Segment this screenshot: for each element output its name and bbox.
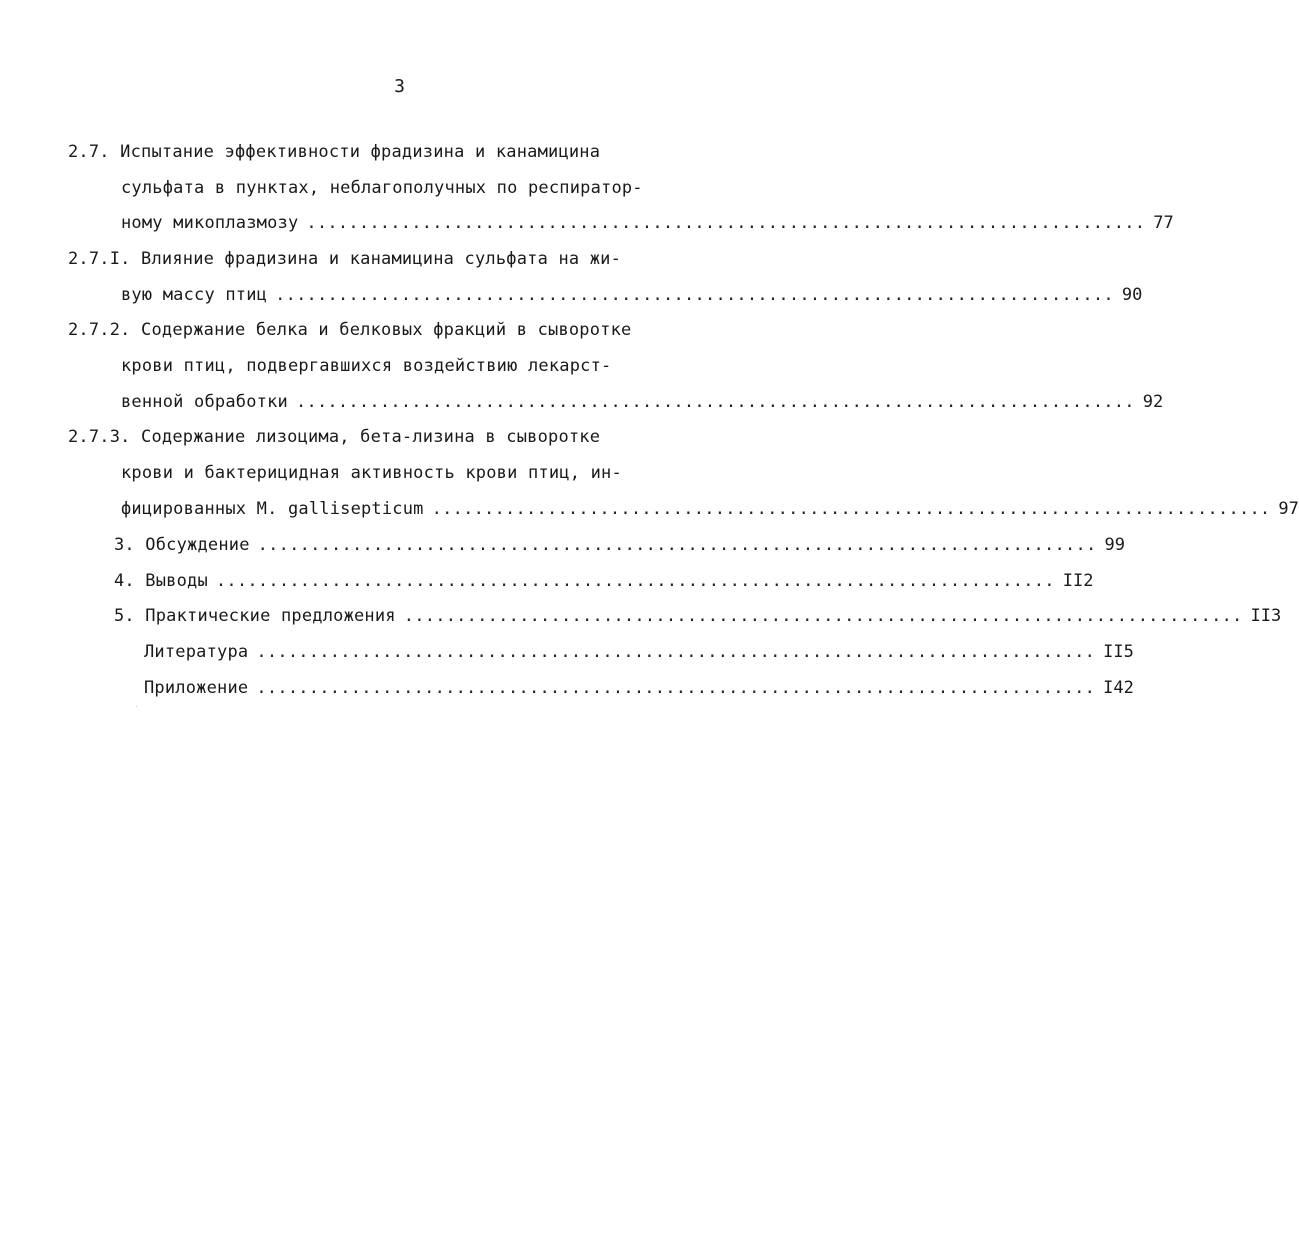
toc-text: 2.7.3. Содержание лизоцима, бета-лизина в сыворотке bbox=[68, 427, 601, 447]
toc-text: ному микоплазмозу bbox=[121, 213, 299, 233]
scan-speck bbox=[136, 706, 137, 707]
toc-entry-2-7-2-line-3 bbox=[121, 390, 1164, 414]
toc-entry-2-7-3-line-1 bbox=[68, 425, 600, 449]
toc-page-ref: II5 bbox=[1103, 642, 1134, 662]
toc-text: вую массу птиц bbox=[121, 285, 268, 305]
toc-entry-2-7-2-line-1 bbox=[68, 318, 631, 342]
toc-entry-2-7-line-3 bbox=[121, 211, 1174, 235]
toc-page-ref: 92 bbox=[1142, 392, 1164, 412]
toc-page-ref: I42 bbox=[1103, 678, 1134, 698]
toc-entry-4 bbox=[114, 569, 1094, 593]
toc-entry-2-7-1-line-1 bbox=[68, 247, 621, 271]
toc-entry-3 bbox=[114, 533, 1125, 557]
dot-leader: ................................................................................ bbox=[256, 642, 1096, 662]
dot-leader: ................................................................................ bbox=[215, 571, 1055, 591]
toc-entry-2-7-3-line-3 bbox=[121, 497, 1299, 521]
dot-leader: ................................................................................ bbox=[306, 213, 1146, 233]
dot-leader: ................................................................................ bbox=[256, 678, 1096, 698]
dot-leader: ................................................................................ bbox=[257, 535, 1097, 555]
toc-text: 2.7. Испытание эффективности фрадизина и канамицина bbox=[68, 142, 601, 162]
dot-leader: ................................................................................ bbox=[403, 606, 1243, 626]
page-number: 3 bbox=[394, 76, 405, 97]
toc-page-ref: 77 bbox=[1153, 213, 1174, 233]
toc-entry-literature bbox=[144, 640, 1134, 664]
toc-page-ref: II3 bbox=[1250, 606, 1282, 626]
toc-page-ref: 90 bbox=[1121, 285, 1143, 305]
toc-page-ref: 97 bbox=[1278, 499, 1299, 519]
toc-text: крови и бактерицидная активность крови птиц, ин- bbox=[121, 463, 622, 483]
toc-text: венной обработки bbox=[121, 392, 288, 412]
toc-text: 2.7.I. Влияние фрадизина и канамицина сульфата на жи- bbox=[68, 249, 622, 269]
toc-text: 2.7.2. Содержание белка и белковых фракций в сыворотке bbox=[68, 320, 632, 340]
toc-text: Литература bbox=[144, 642, 249, 662]
toc-text: 5. Практические предложения bbox=[114, 606, 396, 626]
toc-page-ref: 99 bbox=[1104, 535, 1125, 555]
toc-entry-2-7-3-line-2 bbox=[121, 461, 622, 485]
toc-entry-2-7-2-line-2 bbox=[121, 354, 611, 378]
toc-text: сульфата в пунктах, неблагополучных по респиратор- bbox=[121, 178, 643, 198]
toc-text: крови птиц, подвергавшихся воздействию лекарст- bbox=[121, 356, 612, 376]
toc-text: 3. Обсуждение bbox=[114, 535, 250, 555]
dot-leader: ................................................................................ bbox=[431, 499, 1271, 519]
toc-entry-2-7-line-1 bbox=[68, 140, 600, 164]
toc-entry-2-7-line-2 bbox=[121, 176, 643, 200]
toc-text: 4. Выводы bbox=[114, 571, 208, 591]
toc-text: Приложение bbox=[144, 678, 249, 698]
dot-leader: ................................................................................ bbox=[275, 285, 1114, 305]
toc-entry-5 bbox=[114, 604, 1282, 628]
toc-page-ref: II2 bbox=[1062, 571, 1094, 591]
dot-leader: ................................................................................ bbox=[295, 392, 1135, 412]
toc-text: фицированных M. gallisepticum bbox=[121, 499, 424, 519]
toc-entry-2-7-1-line-2 bbox=[121, 283, 1143, 307]
toc-entry-appendix bbox=[144, 676, 1134, 700]
